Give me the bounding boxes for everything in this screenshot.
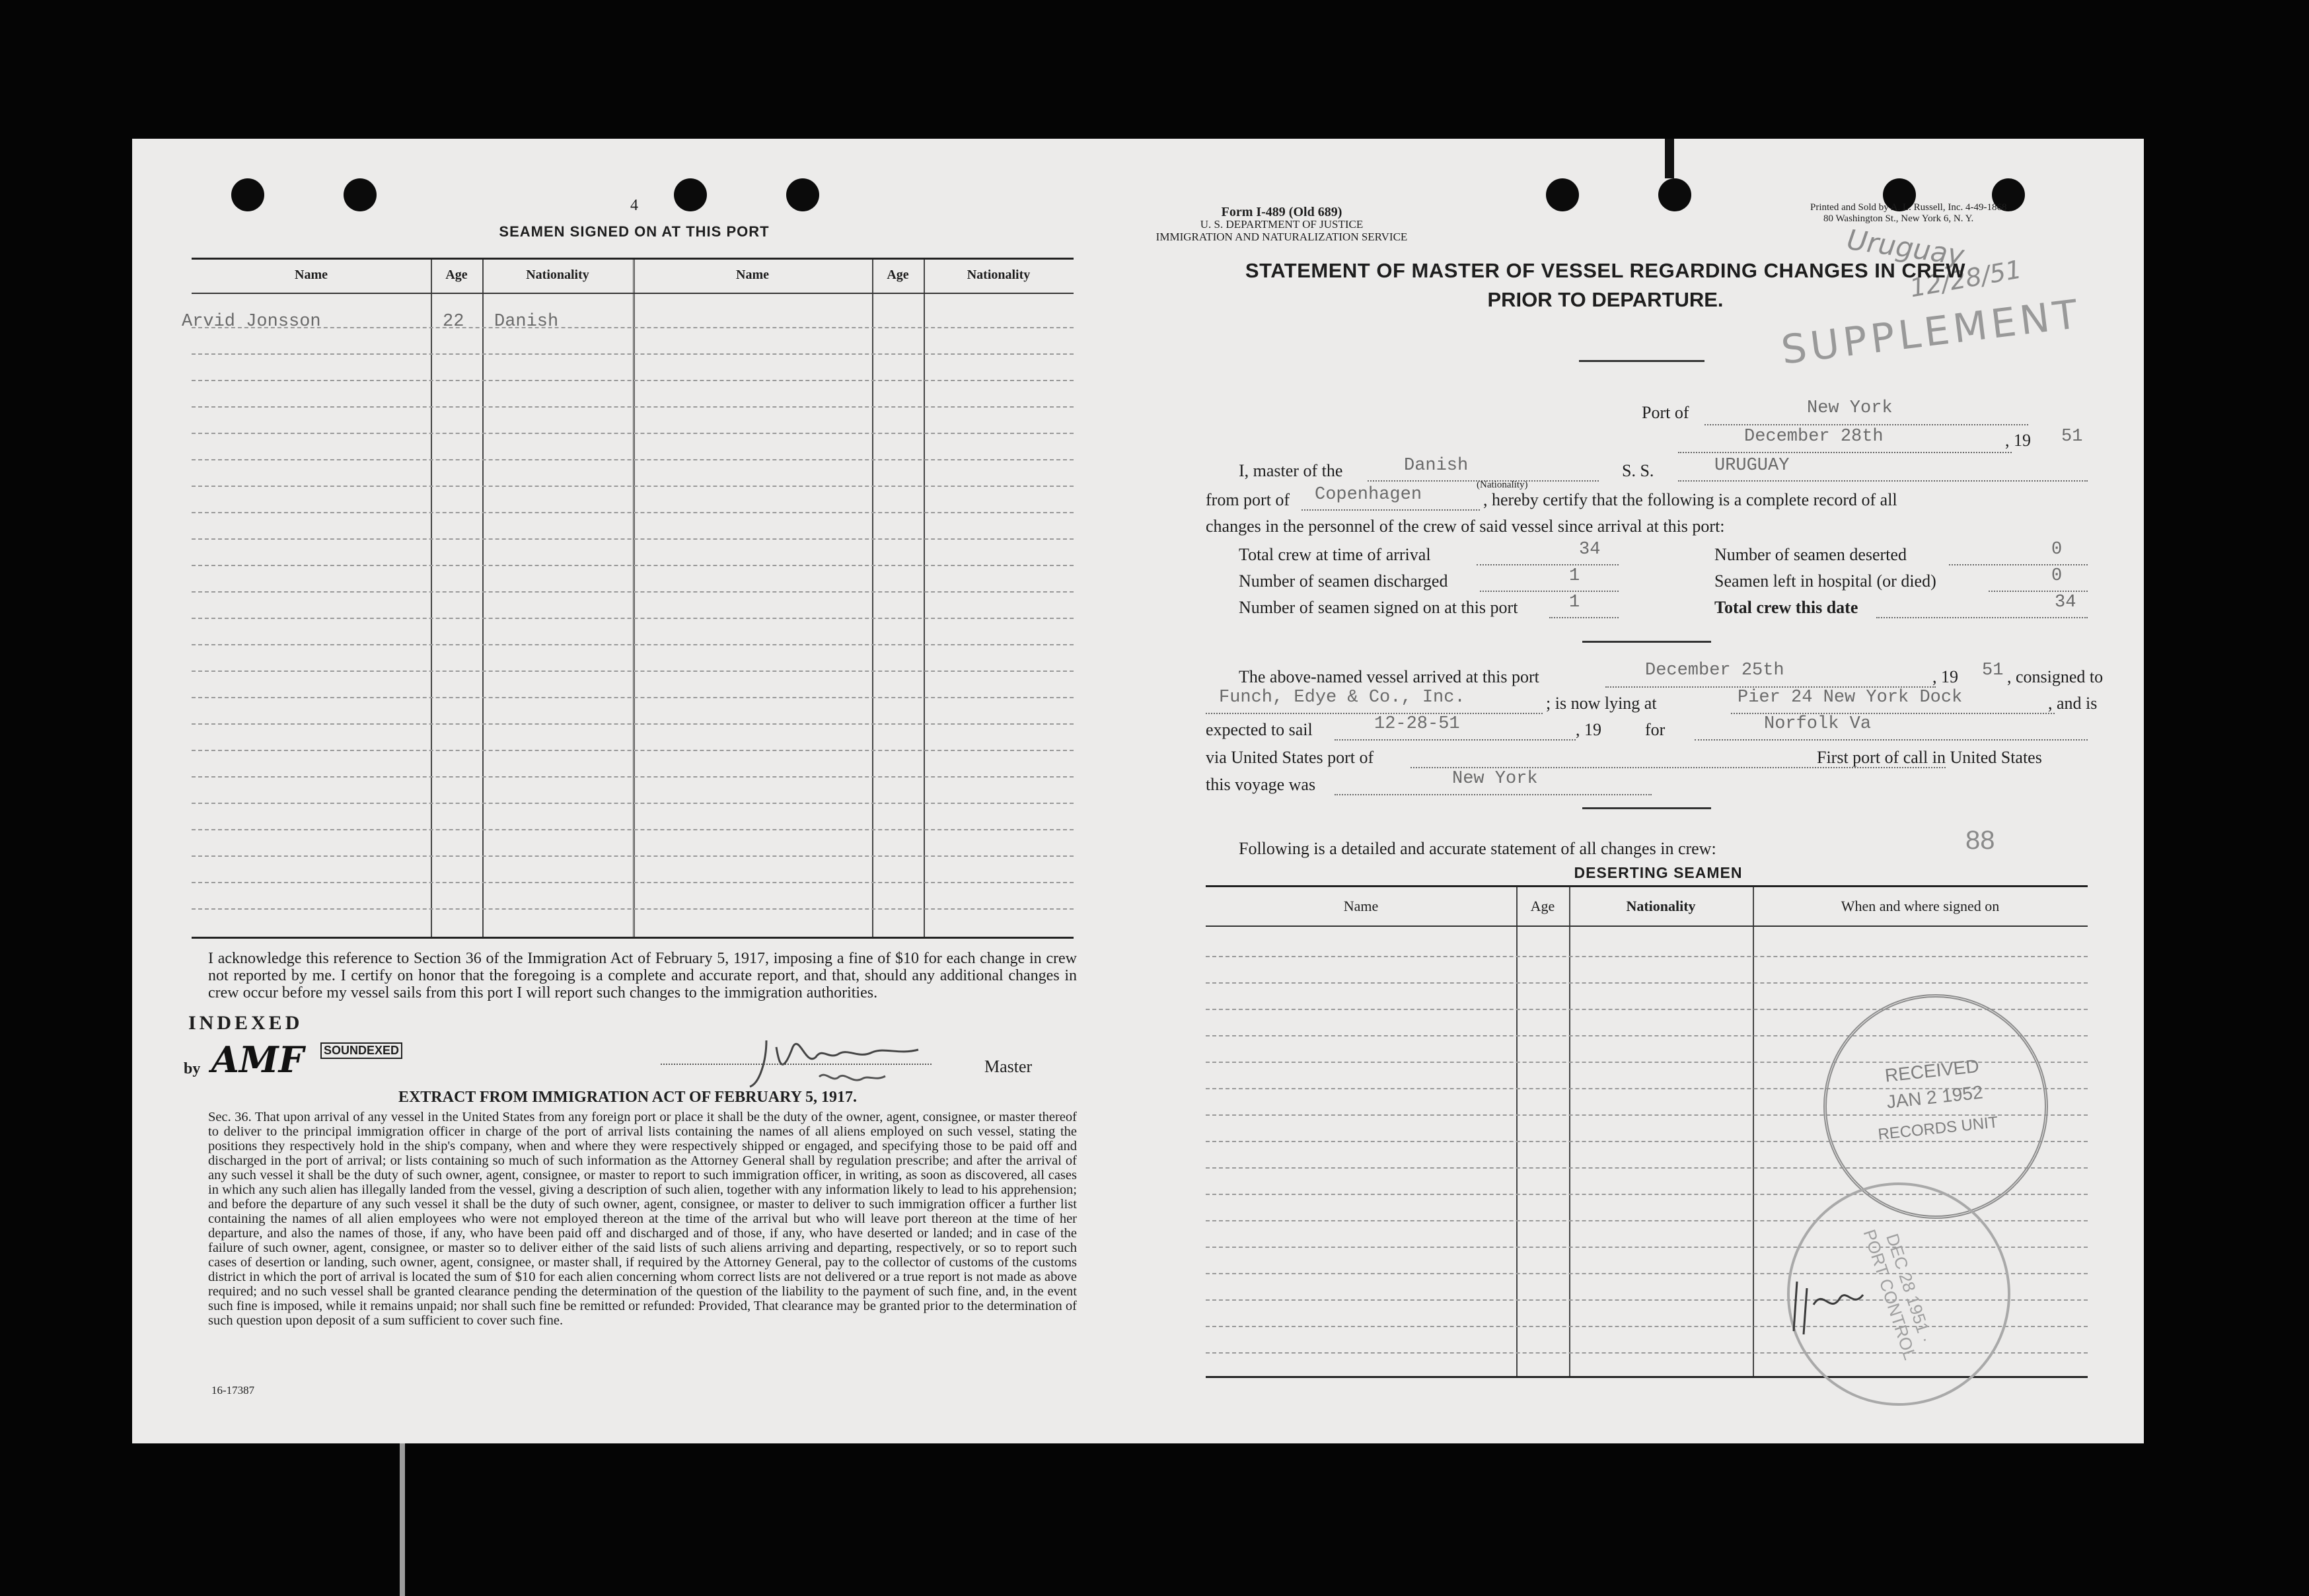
arrived-year: 51 [1982,661,2004,680]
handwritten-note: Uruguay [1845,223,1967,272]
from-port-label: from port of [1206,490,1290,509]
seamen-discharged-label: Number of seamen discharged [1239,571,1448,591]
column-header: Nationality [967,268,1031,282]
total-crew-arrival-value: 34 [1579,540,1601,560]
lying-at: Pier 24 New York Dock [1738,688,1963,707]
punch-hole [1546,178,1579,211]
column-header: Name [295,268,328,282]
expected-date: 12-28-51 [1374,714,1460,734]
printer-address: 80 Washington St., New York 6, N. Y. [1823,213,1974,224]
extract-title: EXTRACT FROM IMMIGRATION ACT OF FEBRUARY 5, 1917. [398,1089,858,1106]
port-of-value: New York [1807,398,1893,418]
seamen-signed-label: Number of seamen signed on at this port [1239,598,1518,617]
acknowledgment-text: I acknowledge this reference to Section 36 of the Immigration Act of February 5, 1917, imposing a fine of $10 for each change in crew not reported by me. I certify on honor that the foregoing is a complete and accurate report, and that, should any additional changes in crew occur before my vessel sails from this port I will report such changes to the immigration authorities. [208,950,1077,1001]
seamen-deserted-value: 0 [2051,540,2063,560]
handwritten-supplement: SUPPLEMENT [1778,291,2084,374]
from-port-value: Copenhagen [1315,485,1422,505]
punch-hole [344,178,377,211]
statement-subtitle: PRIOR TO DEPARTURE. [1487,288,1724,311]
certify-text: , hereby certify that the following is a complete record of all [1483,490,1897,509]
inspector-initials [1784,1268,1876,1341]
scan-artifact [400,1443,405,1596]
arrived-year-prefix: , 19 [1932,667,1958,686]
department: U. S. DEPARTMENT OF JUSTICE [1200,218,1364,231]
arrived-label: The above-named vessel arrived at this port [1239,667,1539,686]
and-is-label: , and is [2048,694,2098,713]
statement-title: STATEMENT OF MASTER OF VESSEL REGARDING CHANGES IN CREW [1245,259,1966,282]
initials: AMF [211,1038,305,1081]
column-header: Age [887,268,909,282]
punch-hole [231,178,264,211]
left-page-title: SEAMEN SIGNED ON AT THIS PORT [499,223,770,240]
seamen-hospital-value: 0 [2051,566,2063,586]
lying-label: ; is now lying at [1546,694,1657,713]
soundexed-stamp: SOUNDEXED [320,1042,402,1059]
handwritten-date: 12/28/51 [1907,254,2024,303]
expected-year-prefix: , 19 [1576,720,1601,739]
vessel-name: URUGUAY [1714,456,1790,476]
seamen-deserted-label: Number of seamen deserted [1714,545,1907,564]
expected-label: expected to sail [1206,720,1313,739]
scan-artifact [1665,139,1674,178]
master-label: Master [984,1057,1033,1076]
changes-text: changes in the personnel of the crew of said vessel since arrival at this port: [1206,517,1725,536]
stamp-received-date: JAN 2 1952 [1886,1081,1984,1112]
printer-line: Printed and Sold by A. L. Russell, Inc. 4-49-1868 [1810,202,2007,213]
stamp-records-unit: RECORDS UNIT [1877,1113,1999,1144]
page-number: 4 [630,197,638,214]
page-mark: 88 [1965,826,1995,855]
stamp-port-control: DEC 28 1951 · PORT CONTROL [1859,1227,1936,1363]
voyage-label: this voyage was [1206,775,1316,794]
statement-year: 51 [2061,427,2083,447]
column-header: Name [1343,898,1379,914]
column-header: Age [445,268,468,282]
seaman-name: Arvid Jonsson [182,312,321,332]
total-crew-date-label: Total crew this date [1714,598,1858,617]
extract-text: Sec. 36. That upon arrival of any vessel in the United States from any foreign port or place it shall be the duty of the owner, agent, consignee, or master thereof to deliver to the principal immigration officer in charge of the port of arrival lists containing the names of all aliens employed on such vessel, stating the positions they respectively hold in the ship's company, when and where they were respectively shipped or engaged, and specifying those to be paid off and discharged in the port of arrival; or lists containing so much of such information as the Attorney General shall by regulation prescribe; and after the arrival of any such vessel it shall be the duty of such owner, agent, consignee, or master to report to such immigration officer, in writing, as soon as discovered, all cases in which any such alien has illegally landed from the vessel, giving a description of such alien, together with any information likely to lead to his apprehension; and before the departure of any such vessel it shall be the duty of such owner, agent, consignee, or master to deliver to such immigration officer a further list containing the names of all alien employees who were not employed thereon at the time of the arrival but who will leave port thereon at the time of her departure, and also the names of those, if any, who have been paid off and discharged and of those, if any, who have deserted or landed; and in case of the failure of such owner, agent, consignee, or master so to deliver either of the said lists of such aliens arriving and departing, respectively, or so to report such cases of desertion or landing, such owner, agent, consignee, or master shall, if required by the Attorney General, pay to the collector of customs of the customs district in which the port of arrival is located the sum of $10 for each alien concerning whom correct lists are not delivered or a true report is not made as above required; and no such vessel shall be granted clearance pending the determination of the question of the liability to the payment of such fine, and, in the event such fine is imposed, while it remains unpaid; nor shall such fine be remitted or refunded: Provided, That clearance may be granted prior to the determination of such question upon deposit of a sum sufficient to cover such fine. [208,1110,1077,1328]
total-crew-date-value: 34 [2055,593,2076,612]
for-value: Norfolk Va [1764,714,1872,734]
seaman-nationality: Danish [494,312,559,332]
punch-hole [674,178,707,211]
column-header: Nationality [526,268,589,282]
indexed-stamp: INDEXED [188,1012,303,1034]
seamen-hospital-label: Seamen left in hospital (or died) [1714,571,1936,591]
stamp-received: RECEIVED [1884,1055,1981,1086]
seamen-signed-value: 1 [1569,593,1580,612]
form-code: 16-17387 [211,1384,255,1396]
column-header: Name [736,268,769,282]
document-sheet [132,139,2144,1443]
for-label: for [1645,720,1666,739]
voyage-value: New York [1452,769,1538,789]
column-header: Nationality [1626,898,1696,914]
seaman-age: 22 [443,312,464,332]
ss-label: S. S. [1622,461,1654,480]
first-port-label: First port of call in United States [1817,748,2042,767]
consigned-label: , consigned to [2007,667,2104,686]
following-label: Following is a detailed and accurate statement of all changes in crew: [1239,839,1716,858]
form-number: Form I-489 (Old 689) [1221,205,1342,219]
vessel-nationality: Danish [1404,456,1469,476]
punch-hole [786,178,819,211]
port-of-label: Port of [1642,403,1689,422]
consignee: Funch, Edye & Co., Inc. [1219,688,1465,707]
column-header: When and where signed on [1841,898,2000,914]
year-prefix: , 19 [2005,431,2031,450]
service-name: IMMIGRATION AND NATURALIZATION SERVICE [1155,231,1408,243]
indexed-by-label: by [184,1060,201,1077]
nationality-caption: (Nationality) [1477,480,1528,490]
statement-date: December 28th [1744,427,1884,447]
via-label: via United States port of [1206,748,1374,767]
total-crew-arrival-label: Total crew at time of arrival [1239,545,1431,564]
master-of-label: I, master of the [1239,461,1343,480]
arrived-date: December 25th [1645,661,1784,680]
seamen-discharged-value: 1 [1569,566,1580,586]
column-header: Age [1530,898,1555,914]
deserting-title: DESERTING SEAMEN [1574,864,1743,881]
seamen-signed-table [192,258,1074,939]
punch-hole [1658,178,1691,211]
